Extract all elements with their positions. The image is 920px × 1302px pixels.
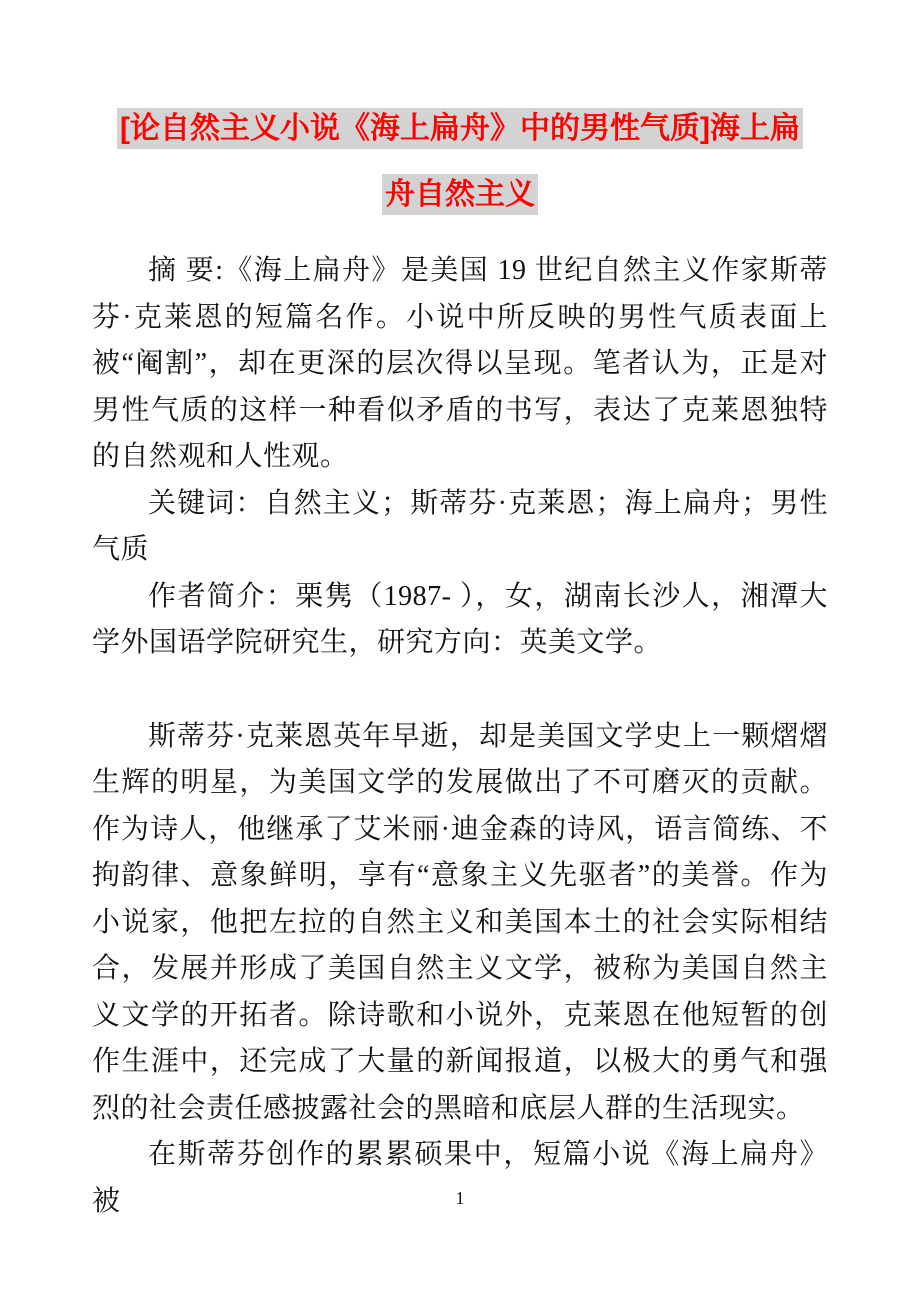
abstract-paragraph: 摘 要:《海上扁舟》是美国 19 世纪自然主义作家斯蒂芬·克莱恩的短篇名作。小说中所反映的男性气质表面上被“阉割”，却在更深的层次得以呈现。笔者认为，正是对男性气质的这样一种看似矛盾的书写，表达了克莱恩独特的自然观和人性观。 bbox=[92, 255, 828, 473]
paragraph-gap bbox=[92, 667, 828, 714]
body-paragraph-2: 在斯蒂芬创作的累累硕果中，短篇小说《海上扁舟》被 bbox=[92, 1139, 828, 1217]
title-line-1 bbox=[92, 96, 828, 162]
page-number: 1 bbox=[455, 1188, 465, 1208]
keywords-paragraph: 关键词：自然主义；斯蒂芬·克莱恩；海上扁舟；男性气质 bbox=[92, 487, 828, 566]
author-bio-paragraph: 作者简介：栗隽（1987- ），女，湖南长沙人，湘潭大学外国语学院研究生，研究方向：英美文学。 bbox=[92, 580, 828, 659]
page-title bbox=[92, 96, 828, 228]
document-content bbox=[92, 96, 828, 1225]
title-highlight-1: [论自然主义小说《海上扁舟》中的男性气质]海上扁 bbox=[117, 108, 803, 149]
title-line-2 bbox=[92, 162, 828, 228]
title-highlight-2: 舟自然主义 bbox=[382, 174, 538, 215]
body-paragraph-1: 斯蒂芬·克莱恩英年早逝，却是美国文学史上一颗熠熠生辉的明星，为美国文学的发展做出了不可磨灭的贡献。作为诗人，他继承了艾米丽·迪金森的诗风，语言简练、不拘韵律、意象鲜明，享有“意象主义先驱者”的美誉。作为小说家，他把左拉的自然主义和美国本土的社会实际相结合，发展并形成了美国自然主义文学，被称为美国自然主义文学的开拓者。除诗歌和小说外，克莱恩在他短暂的创作生涯中，还完成了大量的新闻报道，以极大的勇气和强烈的社会责任感披露社会的黑暗和底层人群的生活现实。 bbox=[92, 720, 828, 1124]
document-body bbox=[92, 248, 828, 1225]
